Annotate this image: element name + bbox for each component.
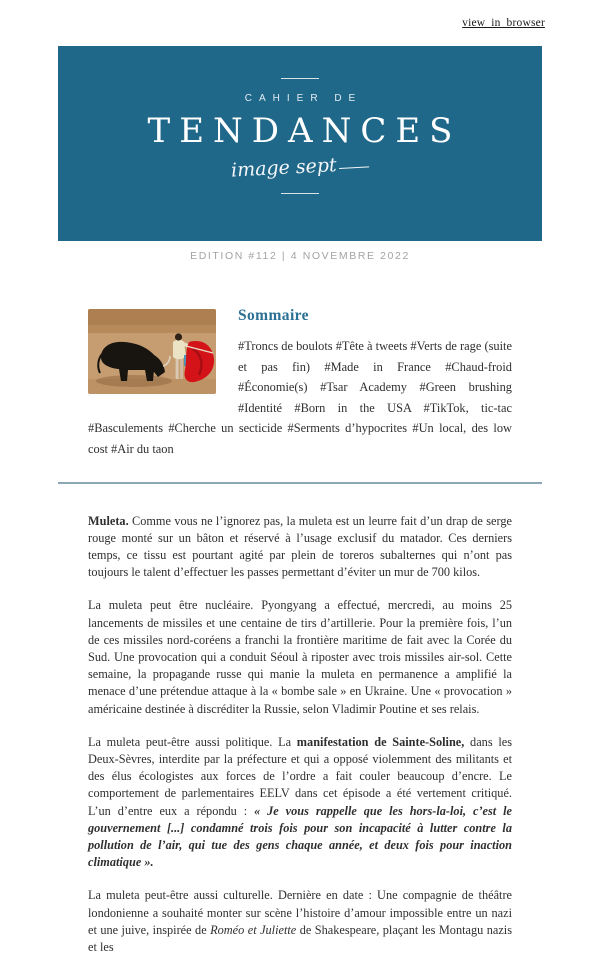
masthead-top-rule [281, 78, 319, 79]
masthead-signature: image sept [231, 152, 370, 181]
section-divider [58, 482, 542, 484]
paragraph-politique-text-b: dans les Deux-Sèvres, interdite par la préfecture et qui a opposé violemment des militants et des élus écologistes aux forces de l’ordre a fait couler beaucoup d’encre. Le comportement de parlementaires EELV dans cet épisode a été vertement critiqué. L’un d’entre eux a répondu : [88, 734, 512, 818]
paragraph-politique-quote: « Je vous rappelle que les hors-la-loi, c’est le gouvernement [...] condamné trois fois pour son incapacité à lutter contre la pollution de l’air, qui tue des gens chaque année, et deux fois pour inaction climatique ». [88, 803, 513, 870]
paragraph-culturelle-work-title: Roméo et Juliette [210, 922, 297, 937]
masthead-title: TENDANCES [147, 111, 462, 151]
topbar [0, 0, 600, 31]
paragraph-politique-text-a: La muleta peut-être aussi politique. La [88, 734, 297, 749]
bullfight-illustration [88, 309, 216, 394]
paragraph-politique-bold: manifestation de Sainte-Soline, [296, 734, 465, 749]
sommaire-hashtags: #Troncs de boulots #Tête à tweets #Verts de rage (suite et pas fin) #Made in France #Chaud-froid #Économie(s) #Tsar Academy #Green brushing #Identité #Born in the USA #TikTok, tic-tac #Basculements #Cherche un secticide #Serments d’hypocrites #Un local, des low cost #Air du taon [88, 339, 512, 456]
masthead [58, 46, 542, 241]
sommaire-section [88, 307, 512, 460]
articles [0, 513, 600, 956]
bullfight-photo [88, 309, 216, 394]
edition-line: EDITION #112 | 4 NOVEMBRE 2022 [190, 250, 410, 262]
paragraph-muleta [88, 513, 512, 582]
masthead-bottom-rule [281, 193, 319, 194]
paragraph-culturelle [88, 887, 512, 956]
paragraph-muleta-lead: Muleta. [88, 513, 129, 528]
paragraph-politique [88, 734, 512, 872]
paragraph-culturelle-text-b: de Shakespeare, plaçant les Montagu nazis et les [88, 922, 512, 955]
paragraph-muleta-text: Comme vous ne l’ignorez pas, la muleta est un leurre fait d’un drap de serge rouge monté sur un bâton et réservé à l’usage exclusif du matador. Ces derniers temps, ce tissu est pourtant agité par plein de toreros subalternes qui n’ont pas toujours le talent d’effectuer les passes permettant d’éviter un mur de 700 kilos. [88, 513, 512, 580]
paragraph-nucleaire: La muleta peut être nucléaire. Pyongyang a effectué, mercredi, au moins 25 lancements de missiles et une centaine de tirs d’artillerie. Pour la première fois, l’un de ces missiles nord-coréens a franchi la frontière maritime de fait avec la Corée du Sud. Une provocation qui a conduit Séoul à riposter avec trois missiles air-sol. Cette semaine, la propagande russe qui manie la muleta en permanence a amplifié la menace d’une prétendue attaque à la « bombe sale » en Ukraine. Une « provocation » américaine destinée à discréditer la Russie, selon Vladimir Poutine et ses relais. [88, 598, 512, 716]
paragraph-culturelle-text-a: La muleta peut-être aussi culturelle. Dernière en date : Une compagnie de théâtre londonienne a souhaité monter sur scène l’histoire d’amour impossible entre un nazi et une juive, inspirée de [88, 888, 512, 937]
sommaire-heading: Sommaire [238, 307, 309, 324]
view-in-browser-link[interactable]: view_in_browser [462, 17, 545, 29]
masthead-kicker: CAHIER DE [244, 93, 363, 104]
